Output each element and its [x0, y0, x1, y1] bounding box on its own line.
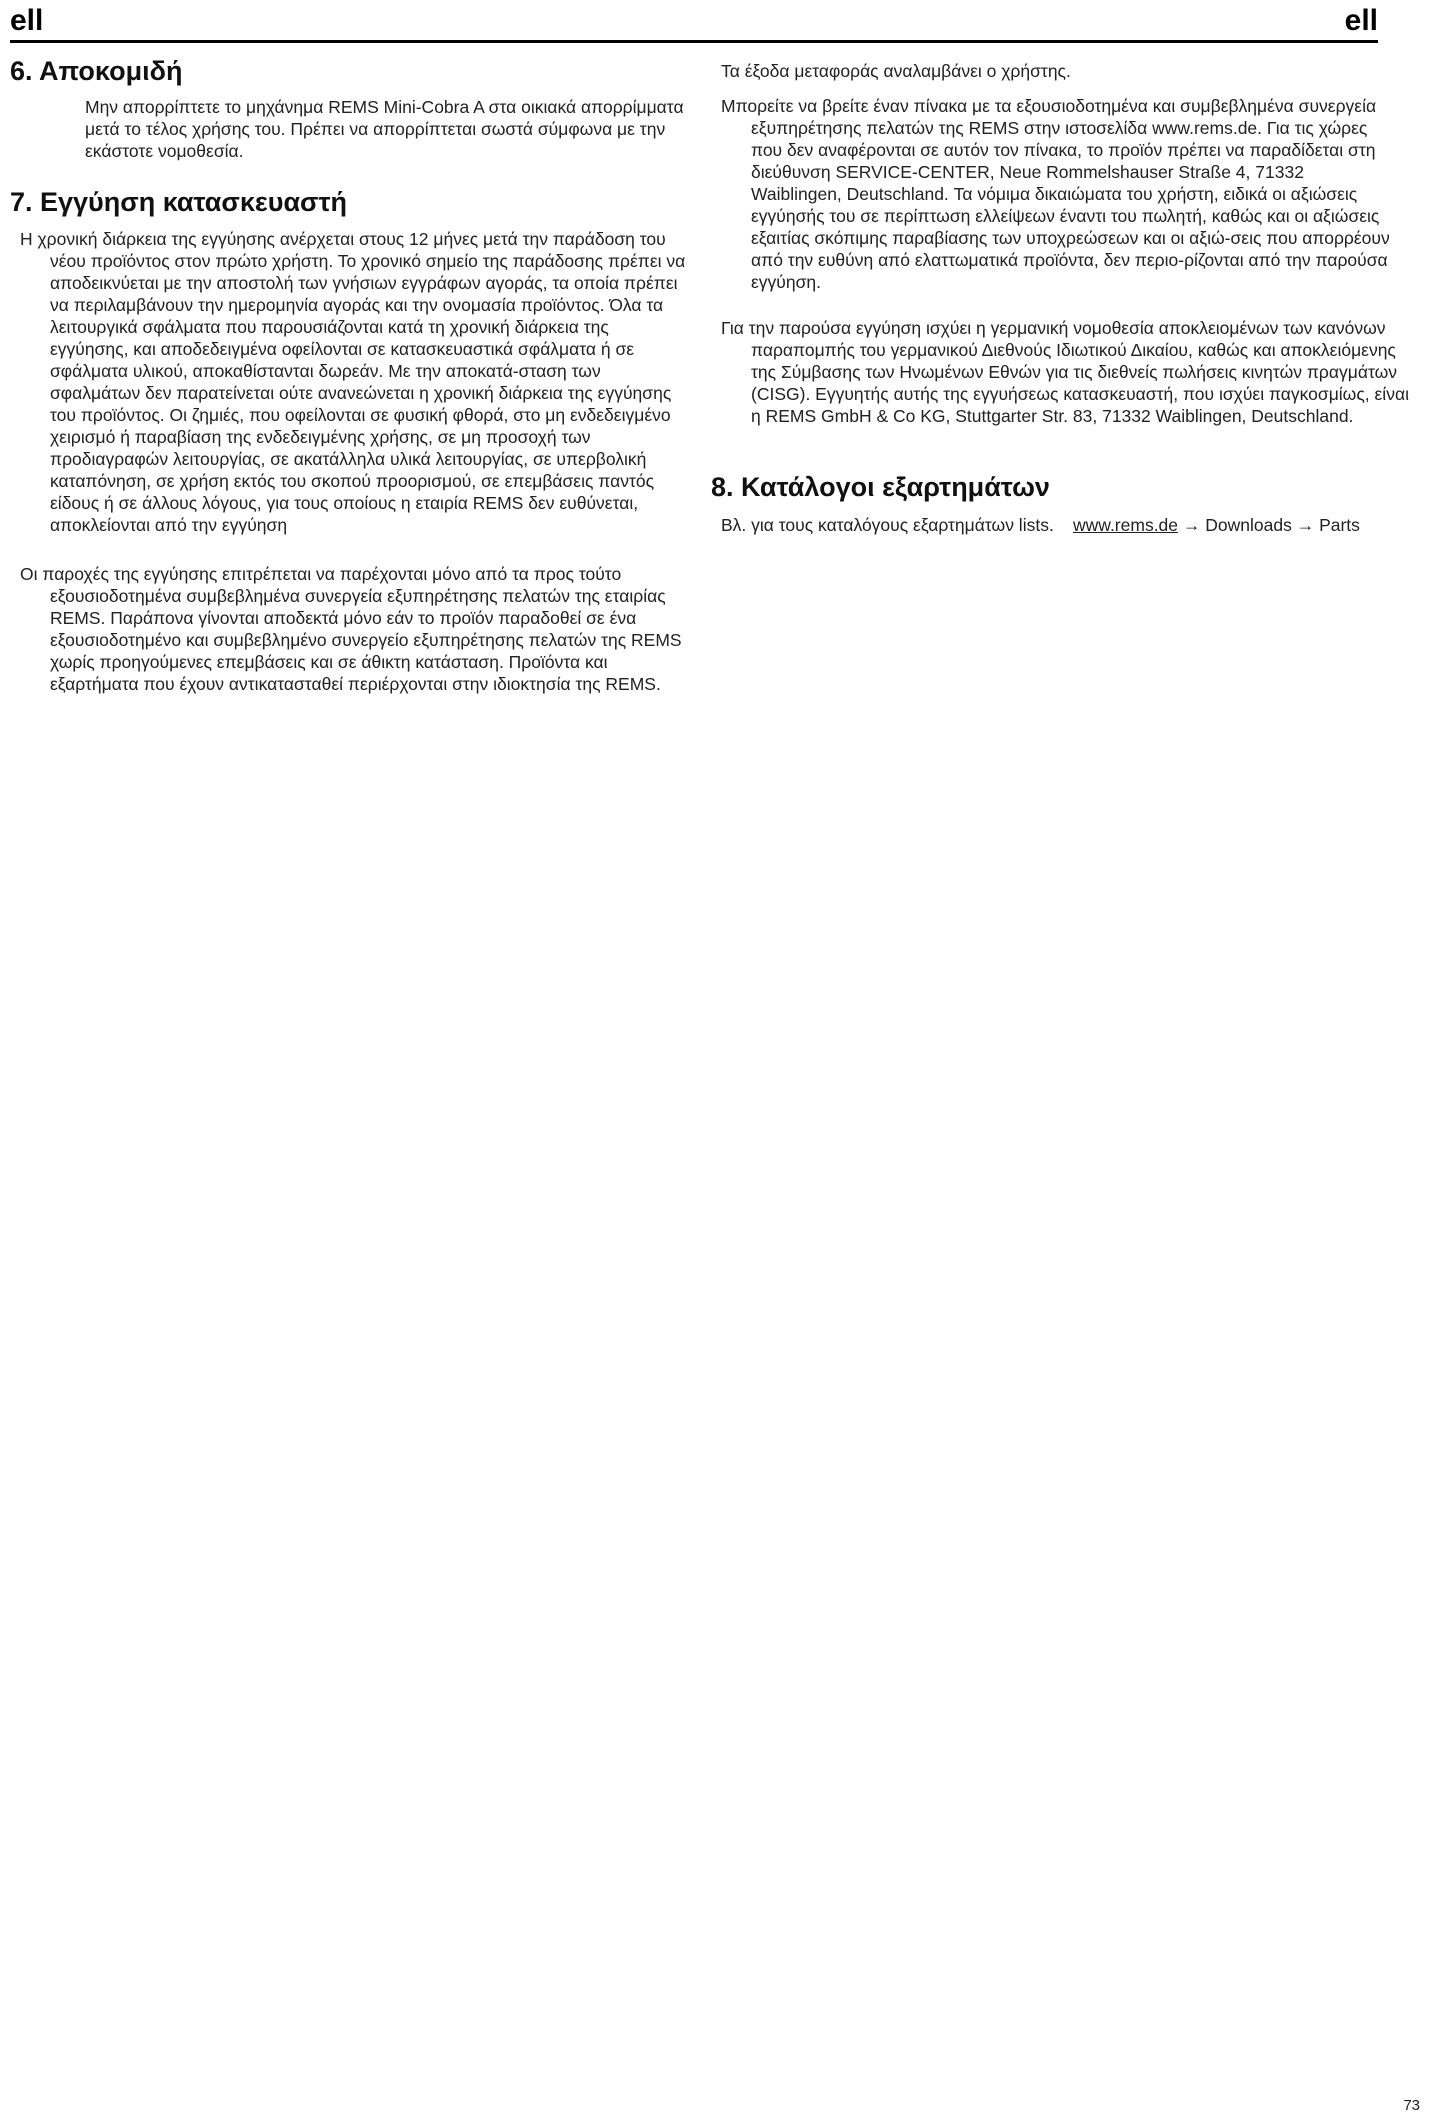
downloads-path: → Downloads → Parts	[1182, 515, 1360, 535]
parts-lists-link-row	[1073, 514, 1360, 536]
header-divider	[10, 40, 1378, 43]
warranty-paragraph-service: Οι παροχές της εγγύησης επιτρέπεται να παρέχονται μόνο από τα προς τούτο εξουσιοδοτημένα συμβεβλημένα συνεργεία εξυπηρέτησης πελατών της εταιρίας REMS. Παράπονα γίνονται αποδεκτά μόνο εάν το προϊόν παραδοθεί σε ένα εξουσιοδοτημένο και συμβεβλημένο συνεργείο εξυπηρέτησης πελατών της REMS χωρίς προηγούμενες επεμβάσεις και σε άθικτη κατάσταση. Προϊόντα και εξαρτήματα που έχουν αντικατασταθεί περιέρχονται στην ιδιοκτησία της REMS.	[20, 564, 682, 694]
section-6-title: 6. Αποκομιδή	[10, 56, 183, 86]
warranty-paragraph-law: Για την παρούσα εγγύηση ισχύει η γερμανική νομοθεσία αποκλειομένων των κανόνων παραπομπής του γερμανικού Διεθνούς Ιδιωτικού Δικαίου, καθώς και αποκλειόμενης της Σύμβασης των Ηνωμένων Εθνών για τις διεθνείς πωλήσεις κινητών πραγμάτων (CISG). Εγγυητής αυτής της εγγυήσεως κατασκευαστή, που ισχύει παγκοσμίως, είναι η REMS GmbH & Co KG, Stuttgarter Str. 83, 71332 Waiblingen, Deutschland.	[721, 318, 1409, 426]
header-language-code-right: ell	[1344, 4, 1378, 37]
parts-lists-label: Βλ. για τους καταλόγους εξαρτημάτων lists.	[721, 515, 1054, 535]
page-number: 73	[1403, 2097, 1420, 2114]
header-language-code-left: ell	[10, 4, 44, 37]
warranty-paragraph-duration: Η χρονική διάρκεια της εγγύησης ανέρχεται στους 12 μήνες μετά την παράδοση του νέου προϊόντος στον πρώτο χρήστη. Το χρονικό σημείο της παράδοσης πρέπει να αποδεικνύεται με την αποστολή των γνήσιων εγγράφων αγοράς, τα οποία πρέπει να περιλαμβάνουν την ημερομηνία αγοράς και την ονομασία προϊόντος. Όλα τα λειτουργικά σφάλματα που παρουσιάζονται κατά τη χρονική διάρκεια της εγγύησης, και αποδεδειγμένα οφείλονται σε κατασκευαστικά σφάλματα ή σε σφάλματα υλικού, αποκαθίστανται δωρεάν. Με την αποκατά-σταση των σφαλμάτων δεν παρατείνεται ούτε ανανεώνεται η χρονική διάρκεια της εγγύησης του προϊόντος. Οι ζημιές, που οφείλονται σε φυσική φθορά, στο μη ενδεδειγμένο χειρισμό ή παραβίαση της ενδεδειγμένης χρήσης, σε μη προσοχή των προδιαγραφών λειτουργίας, σε ακατάλληλα υλικά λειτουργίας, σε υπερβολική καταπόνηση, σε χρήση εκτός του σκοπού προορισμού, σε επεμβάσεις παντός είδους ή σε άλλους λόγους, για τους οποίους η εταιρία REMS δεν ευθύνεται, αποκλείονται από την εγγύηση	[20, 229, 686, 535]
section-6-body: Μην απορρίπτετε το μηχάνημα REMS Mini-Cobra A στα οικιακά απορρίμματα μετά το τέλος χρήσης του. Πρέπει να απορρίπτεται σωστά σύμφωνα με την εκάστοτε νομοθεσία.	[85, 97, 684, 161]
section-7-title: 7. Εγγύηση κατασκευαστή	[10, 187, 348, 217]
warranty-paragraph-service-list: Μπορείτε να βρείτε έναν πίνακα με τα εξουσιοδοτημένα και συμβεβλημένα συνεργεία εξυπηρέτησης πελατών της REMS στην ιστοσελίδα www.rems.de. Για τις χώρες που δεν αναφέρονται σε αυτόν τον πίνακα, το προϊόν πρέπει να παραδίδεται στη διεύθυνση SERVICE-CENTER, Neue Rommelshauser Straße 4, 71332 Waiblingen, Deutschland. Τα νόμιμα δικαιώματα του χρήστη, ειδικά οι αξιώσεις εγγύησής του σε περίπτωση ελλείψεων έναντι του πωλητή, καθώς και οι αξιώσεις εξαιτίας σκόπιμης παραβίασης των υποχρεώσεων και οι αξιώ-σεις που απορρέουν από την ευθύνη από ελαττωματικά προϊόντα, δεν περιο-ρίζονται από την παρούσα εγγύηση.	[721, 96, 1390, 292]
section-8-title: 8. Κατάλογοι εξαρτημάτων	[711, 472, 1050, 502]
rems-website-link[interactable]: www.rems.de	[1073, 515, 1179, 535]
warranty-paragraph-transport: Τα έξοδα μεταφοράς αναλαμβάνει ο χρήστης.	[721, 61, 1071, 81]
